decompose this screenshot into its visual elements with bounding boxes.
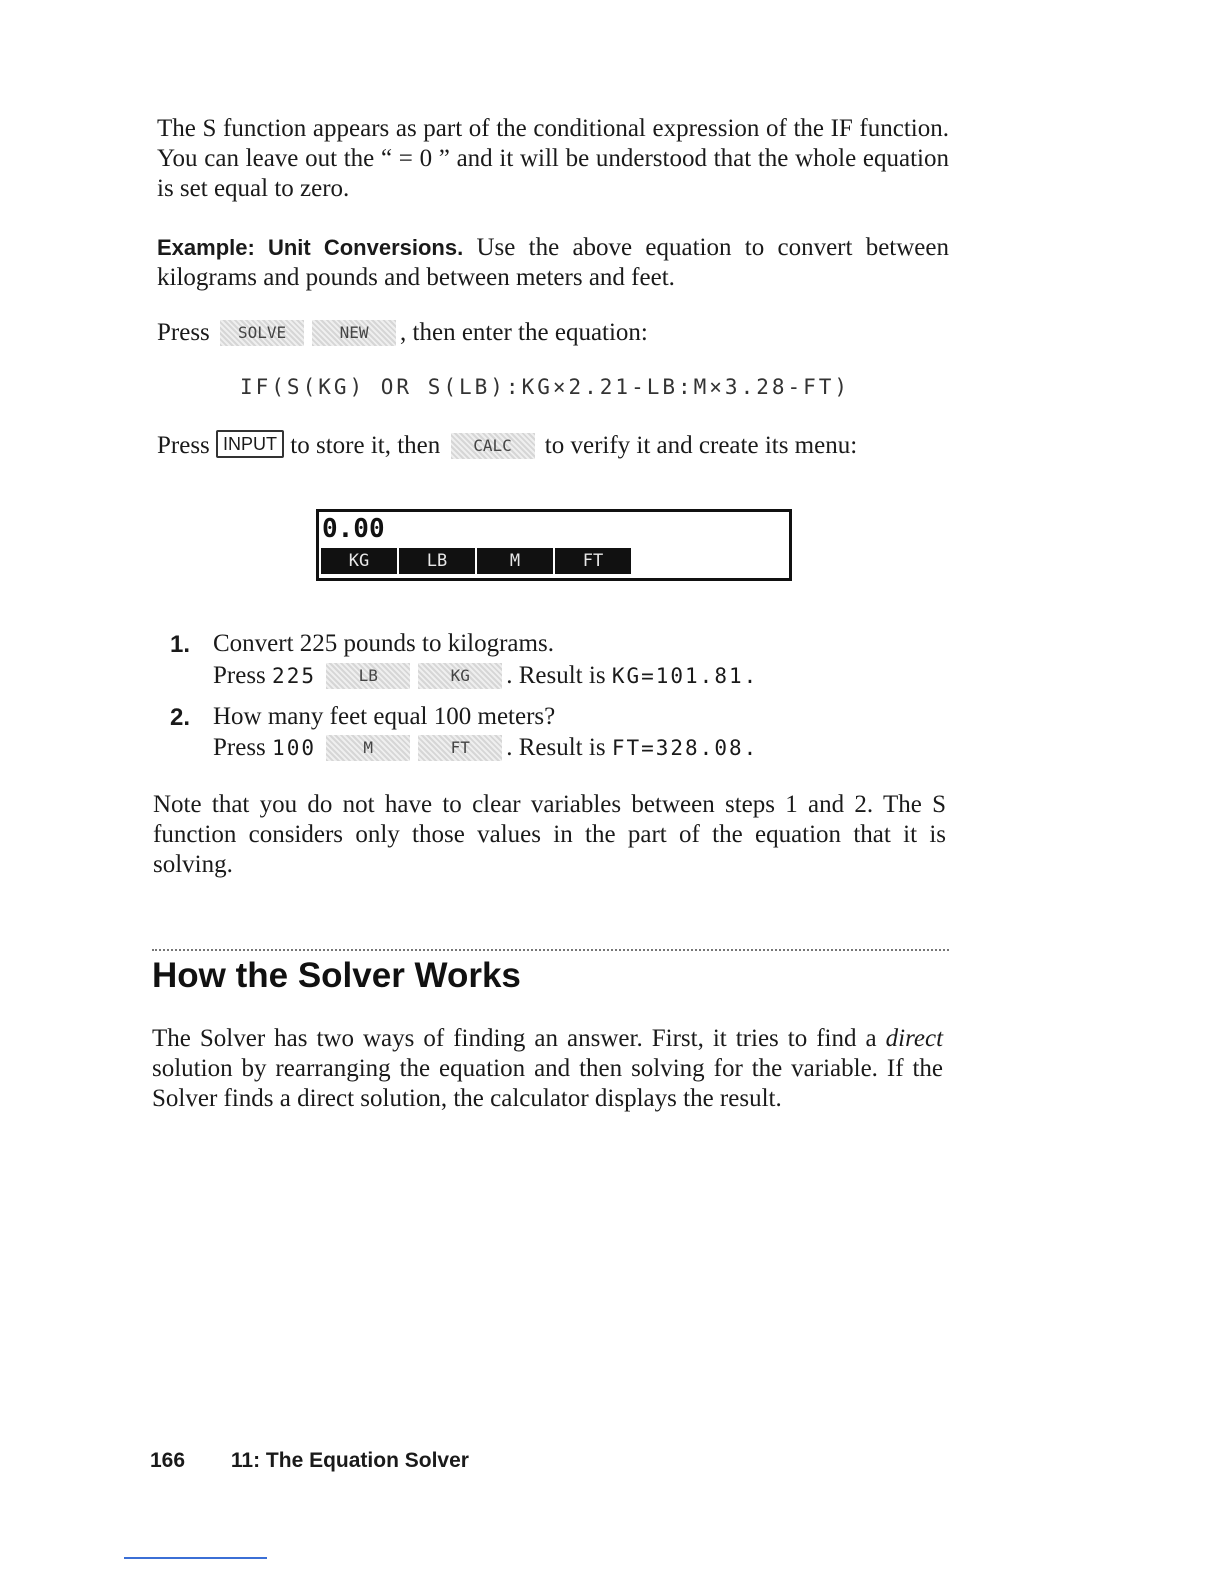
- press-word: Press: [157, 432, 210, 459]
- menu-key-lb: LB: [399, 548, 475, 574]
- calculator-display: [316, 509, 792, 581]
- press-word: Press: [157, 319, 210, 346]
- press-input-line: [157, 430, 949, 461]
- menu-key-ft: FT: [555, 548, 631, 574]
- ft-softkey: FT: [418, 735, 502, 761]
- press-word: Press: [213, 734, 266, 761]
- solve-softkey: SOLVE: [220, 320, 304, 346]
- chapter-title: 11: The Equation Solver: [230, 1449, 469, 1472]
- step-number: 2.: [170, 704, 191, 731]
- step-instruction: [213, 661, 758, 691]
- display-menu: [321, 548, 633, 574]
- kg-softkey: KG: [418, 663, 502, 689]
- page-footer: [150, 1449, 469, 1473]
- bottom-accent-line: [124, 1557, 267, 1559]
- m-softkey: M: [326, 735, 410, 761]
- step-result: FT=328.08.: [611, 736, 759, 760]
- example-paragraph: [157, 233, 949, 293]
- solver-text-end: solution by rearranging the equation and then solving for the variable. If the Solver finds a direct solution, the calculator displays the result.: [152, 1055, 943, 1112]
- step-number: 1.: [170, 631, 191, 658]
- step-instruction: [213, 733, 758, 763]
- step-question: How many feet equal 100 meters?: [213, 703, 556, 730]
- press-word: Press: [213, 662, 266, 689]
- section-heading: How the Solver Works: [152, 956, 521, 995]
- intro-paragraph: The S function appears as part of the conditional expression of the IF function. You can leave out the “ = 0 ” and it will be understood that the whole equation is set equal to zero.: [157, 115, 949, 202]
- section-divider: [152, 949, 949, 951]
- example-text: Use the above equation to convert between kilograms and pounds and between meters and feet.: [157, 234, 949, 291]
- press-input-middle: to store it, then: [290, 432, 441, 459]
- calc-softkey: CALC: [451, 433, 535, 459]
- result-label: . Result is: [506, 734, 606, 761]
- menu-key-m: M: [477, 548, 553, 574]
- solver-text-emphasis: direct: [885, 1025, 944, 1052]
- step-result: KG=101.81.: [611, 664, 759, 688]
- step-question: Convert 225 pounds to kilograms.: [213, 630, 554, 657]
- result-label: . Result is: [506, 662, 606, 689]
- display-readout: 0.00: [322, 514, 385, 544]
- solver-text-start: The Solver has two ways of finding an answer. First, it tries to find a: [152, 1025, 877, 1052]
- input-key: INPUT: [216, 430, 284, 458]
- note-paragraph: Note that you do not have to clear variables between steps 1 and 2. The S function considers only those values in the part of the equation that it is solving.: [153, 791, 946, 878]
- press-input-suffix: to verify it and create its menu:: [544, 432, 858, 459]
- new-softkey: NEW: [312, 320, 396, 346]
- step-value: 100: [272, 736, 316, 760]
- example-lead: Example: Unit Conversions.: [157, 235, 464, 260]
- solver-paragraph: [152, 1024, 943, 1114]
- equation-text: IF(S(KG) OR S(LB):KG×2.21-LB:M×3.28-FT): [240, 375, 851, 399]
- lb-softkey: LB: [326, 663, 410, 689]
- page-number: 166: [150, 1449, 186, 1472]
- press-solve-suffix: , then enter the equation:: [400, 319, 648, 346]
- step-value: 225: [272, 664, 316, 688]
- press-solve-line: [157, 318, 949, 348]
- menu-key-kg: KG: [321, 548, 397, 574]
